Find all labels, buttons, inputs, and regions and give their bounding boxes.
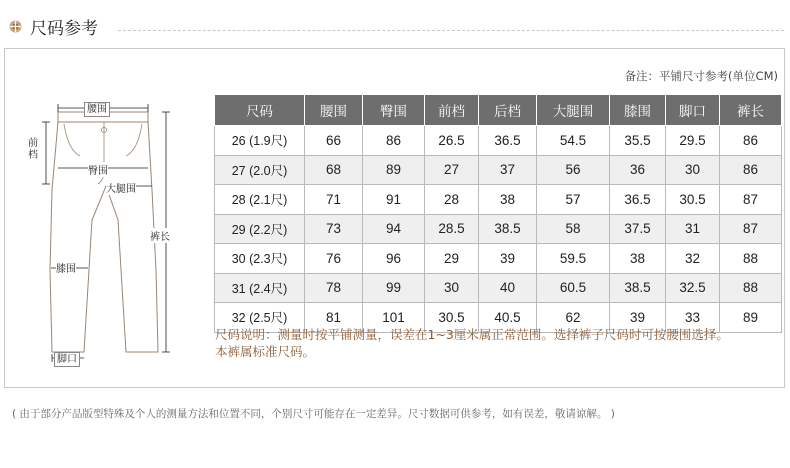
table-row <box>215 185 782 215</box>
table-cell: 26 (1.9尺) <box>215 126 305 156</box>
table-cell: 30 <box>425 273 479 303</box>
table-cell: 29.5 <box>666 126 720 156</box>
table-cell: 86 <box>363 126 425 156</box>
explanation-line: 尺码说明：测量时按平铺测量，误差在1~3厘米属正常范围。选择裤子尺码时可按腰围选择。 <box>215 327 729 342</box>
table-cell: 56 <box>537 155 610 185</box>
size-explanation <box>215 326 785 360</box>
column-header: 前档 <box>425 95 479 126</box>
table-cell: 96 <box>363 244 425 274</box>
table-cell: 26.5 <box>425 126 479 156</box>
column-header: 大腿围 <box>537 95 610 126</box>
table-cell: 30.5 <box>666 185 720 215</box>
table-cell: 89 <box>363 155 425 185</box>
table-cell: 58 <box>537 214 610 244</box>
unit-note: 备注：平铺尺寸参考(单位CM) <box>624 69 778 83</box>
table-cell: 37.5 <box>610 214 666 244</box>
table-cell: 87 <box>720 214 782 244</box>
table-cell: 28 (2.1尺) <box>215 185 305 215</box>
table-cell: 38 <box>479 185 537 215</box>
knee-label: 膝围 <box>56 260 76 275</box>
table-cell: 68 <box>305 155 363 185</box>
column-header: 腰围 <box>305 95 363 126</box>
table-cell: 86 <box>720 126 782 156</box>
column-header: 裤长 <box>720 95 782 126</box>
section-title: 尺码参考 <box>30 19 98 39</box>
table-cell: 29 (2.2尺) <box>215 214 305 244</box>
column-header: 臀围 <box>363 95 425 126</box>
column-header: 脚口 <box>666 95 720 126</box>
table-cell: 36.5 <box>479 126 537 156</box>
table-cell: 88 <box>720 244 782 274</box>
table-cell: 73 <box>305 214 363 244</box>
table-cell: 38 <box>610 244 666 274</box>
hem-label: 脚口 <box>54 352 80 367</box>
title-divider <box>118 30 784 31</box>
column-header: 尺码 <box>215 95 305 126</box>
thigh-label: 大腿围 <box>106 180 136 195</box>
hip-label: 臀围 <box>88 162 108 177</box>
table-cell: 91 <box>363 185 425 215</box>
table-cell: 39 <box>479 244 537 274</box>
table-cell: 94 <box>363 214 425 244</box>
column-header: 后档 <box>479 95 537 126</box>
table-cell: 40 <box>479 273 537 303</box>
table-cell: 32.5 <box>666 273 720 303</box>
table-cell: 86 <box>720 155 782 185</box>
section-bullet-icon <box>9 20 22 33</box>
table-cell: 38.5 <box>479 214 537 244</box>
table-cell: 29 <box>425 244 479 274</box>
table-row <box>215 244 782 274</box>
pants-diagram <box>22 100 182 384</box>
table-cell: 36 <box>610 155 666 185</box>
size-table <box>214 94 782 333</box>
table-cell: 38.5 <box>610 273 666 303</box>
table-row <box>215 214 782 244</box>
table-cell: 33 <box>666 303 720 333</box>
table-cell: 36.5 <box>610 185 666 215</box>
table-cell: 27 <box>425 155 479 185</box>
table-cell: 39 <box>610 303 666 333</box>
length-label: 裤长 <box>150 228 170 243</box>
table-cell: 59.5 <box>537 244 610 274</box>
table-cell: 78 <box>305 273 363 303</box>
table-cell: 81 <box>305 303 363 333</box>
table-cell: 62 <box>537 303 610 333</box>
table-cell: 31 <box>666 214 720 244</box>
table-row <box>215 155 782 185</box>
table-cell: 71 <box>305 185 363 215</box>
table-header-row <box>215 95 782 126</box>
column-header: 膝围 <box>610 95 666 126</box>
table-cell: 76 <box>305 244 363 274</box>
table-cell: 28.5 <box>425 214 479 244</box>
table-cell: 32 <box>666 244 720 274</box>
table-cell: 30 (2.3尺) <box>215 244 305 274</box>
table-cell: 54.5 <box>537 126 610 156</box>
table-cell: 37 <box>479 155 537 185</box>
table-cell: 99 <box>363 273 425 303</box>
table-cell: 87 <box>720 185 782 215</box>
table-cell: 32 (2.5尺) <box>215 303 305 333</box>
disclaimer-footnote: ( 由于部分产品版型特殊及个人的测量方法和位置不同，个别尺寸可能存在一定差异。尺寸数据可供参考，如有误差，敬请谅解。 ) <box>12 408 615 420</box>
table-cell: 40.5 <box>479 303 537 333</box>
table-row <box>215 126 782 156</box>
table-cell: 28 <box>425 185 479 215</box>
table-cell: 30 <box>666 155 720 185</box>
front-rise-label: 前 档 <box>28 138 38 161</box>
table-cell: 27 (2.0尺) <box>215 155 305 185</box>
table-cell: 89 <box>720 303 782 333</box>
explanation-line: 本裤属标准尺码。 <box>215 344 316 359</box>
table-cell: 31 (2.4尺) <box>215 273 305 303</box>
table-cell: 101 <box>363 303 425 333</box>
waist-label: 腰围 <box>84 102 110 117</box>
table-cell: 60.5 <box>537 273 610 303</box>
table-cell: 66 <box>305 126 363 156</box>
table-cell: 35.5 <box>610 126 666 156</box>
table-row <box>215 273 782 303</box>
table-cell: 88 <box>720 273 782 303</box>
table-cell: 30.5 <box>425 303 479 333</box>
table-cell: 57 <box>537 185 610 215</box>
